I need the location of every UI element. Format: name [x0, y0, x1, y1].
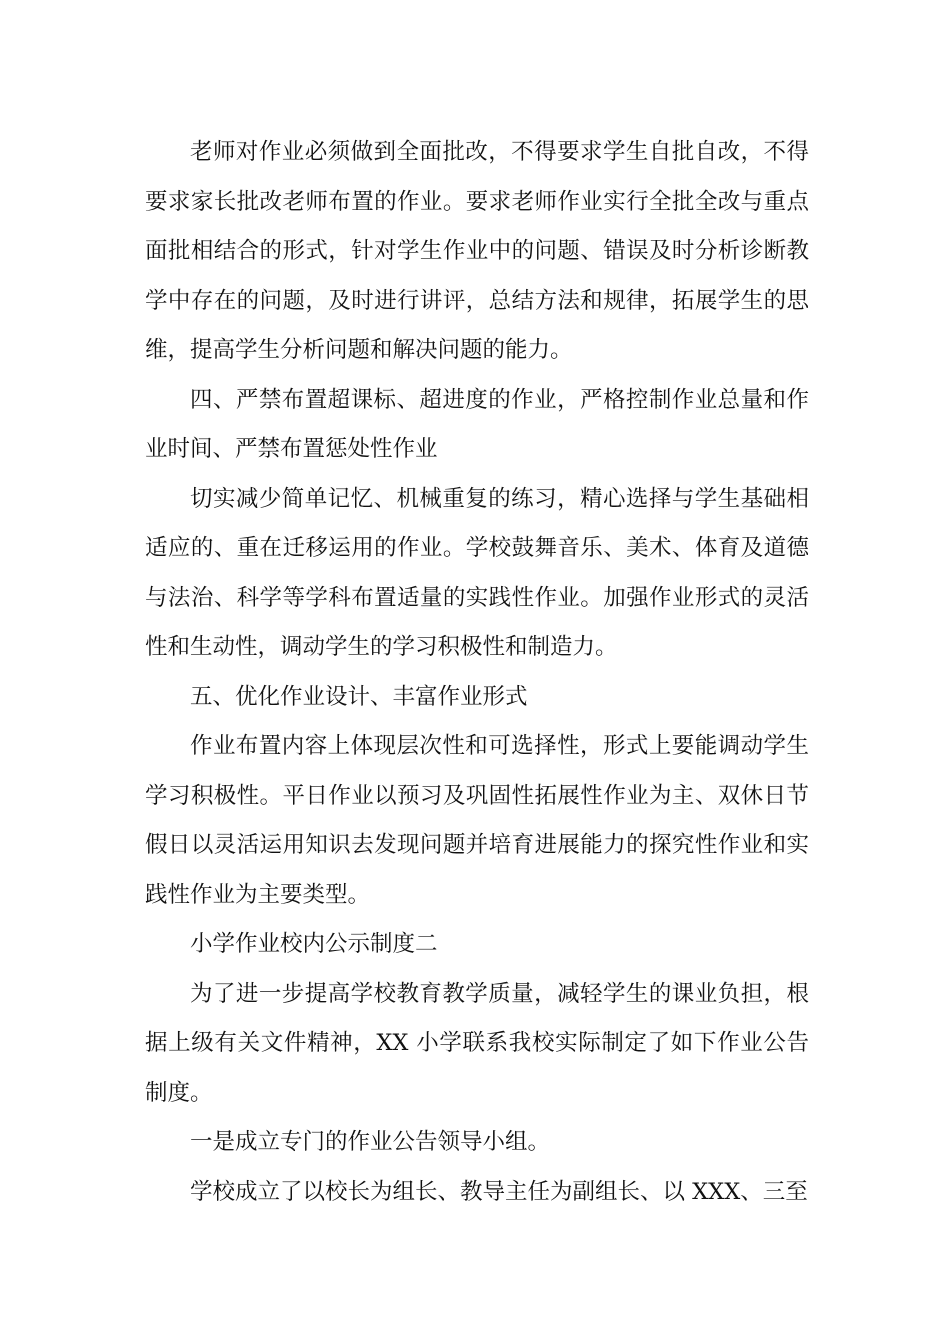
- paragraph-grading-requirements: 老师对作业必须做到全面批改，不得要求学生自批自改，不得要求家长批改老师布置的作业。要求老师作业实行全批全改与重点面批相结合的形式，针对学生作业中的问题、错误及时分析诊断教学中存在的问题，及时进行讲评，总结方法和规律，拓展学生的思维，提高学生分析问题和解决问题的能力。: [145, 139, 809, 363]
- paragraph-homework-design: 作业布置内容上体现层次性和可选择性，形式上要能调动学生学习积极性。平日作业以预习及巩固性拓展性作业为主、双休日节假日以灵活运用知识去发现问题并培育进展能力的探究性作业和实践性作业为主要类型。: [145, 733, 809, 908]
- heading-item-one: 一是成立专门的作业公告领导小组。: [190, 1129, 551, 1155]
- heading-section-five: 五、优化作业设计、丰富作业形式: [190, 683, 528, 710]
- heading-section-four: 四、严禁布置超课标、超进度的作业，严格控制作业总量和作业时间、严禁布置惩处性作业: [145, 386, 809, 462]
- paragraph-reduce-rote-practice: 切实减少简单记忆、机械重复的练习，精心选择与学生基础相适应的、重在迁移运用的作业。学校鼓舞音乐、美术、体育及道德与法治、科学等学科布置适量的实践性作业。加强作业形式的灵活性和生动性，调动学生的学习积极性和制造力。: [145, 485, 809, 660]
- document-body: [145, 128, 809, 1217]
- paragraph-system-intro: 为了进一步提高学校教育教学质量，减轻学生的课业负担，根据上级有关文件精神，XX 小学联系我校实际制定了如下作业公告制度。: [145, 980, 809, 1106]
- paragraph-leadership-group: 学校成立了以校长为组长、教导主任为副组长、以 XXX、三至: [190, 1178, 808, 1205]
- heading-system-two: 小学作业校内公示制度二: [190, 931, 438, 957]
